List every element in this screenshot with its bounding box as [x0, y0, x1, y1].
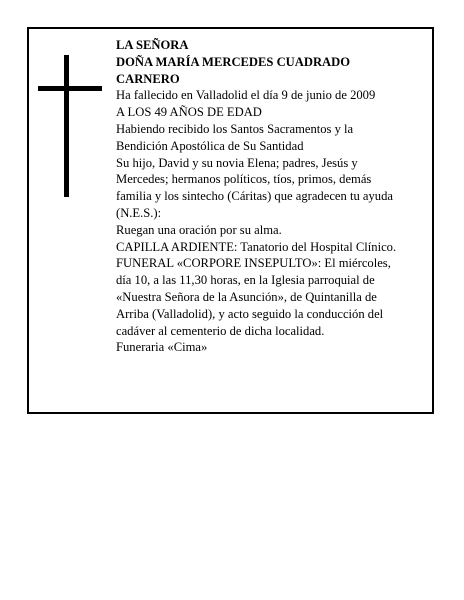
- funeral-line-2: día 10, a las 11,30 horas, en la Iglesia parroquial de: [116, 273, 375, 288]
- chapel-line: CAPILLA ARDIENTE: Tanatorio del Hospital Clínico.: [116, 239, 397, 254]
- prayer-request-line: Ruegan una oración por su alma.: [116, 222, 282, 237]
- family-line-2: Mercedes; hermanos políticos, tíos, primos, demás: [116, 172, 372, 187]
- family-line-3: familia y los sintecho (Cáritas) que agradecen tu ayuda: [116, 189, 393, 204]
- family-line-4: (N.E.S.):: [116, 205, 162, 220]
- funeral-line-1: FUNERAL «CORPORE INSEPULTO»: El miércoles,: [116, 256, 391, 271]
- deceased-name-line-1: DOÑA MARÍA MERCEDES CUADRADO: [116, 54, 351, 69]
- funeral-home-line: Funeraria «Cima»: [116, 340, 208, 355]
- cross-horizontal-bar: [38, 86, 102, 91]
- funeral-line-5: cadáver al cementerio de dicha localidad.: [116, 323, 325, 338]
- sacraments-line-2: Bendición Apostólica de Su Santidad: [116, 138, 304, 153]
- family-line-1: Su hijo, David y su novia Elena; padres, Jesús y: [116, 155, 358, 170]
- cross-vertical-bar: [64, 55, 69, 197]
- age-line: A LOS 49 AÑOS DE EDAD: [116, 105, 262, 120]
- sacraments-line-1: Habiendo recibido los Santos Sacramentos y la: [116, 121, 354, 136]
- funeral-line-3: «Nuestra Señora de la Asunción», de Quintanilla de: [116, 289, 377, 304]
- death-date-line: Ha fallecido en Valladolid el día 9 de junio de 2009: [116, 88, 376, 103]
- funeral-line-4: Arriba (Valladolid), y acto seguido la conducción del: [116, 306, 384, 321]
- deceased-name-line-2: CARNERO: [116, 71, 180, 86]
- notice-title-line-1: LA SEÑORA: [116, 38, 189, 52]
- latin-cross-icon: [38, 55, 102, 197]
- obituary-text: [116, 37, 426, 356]
